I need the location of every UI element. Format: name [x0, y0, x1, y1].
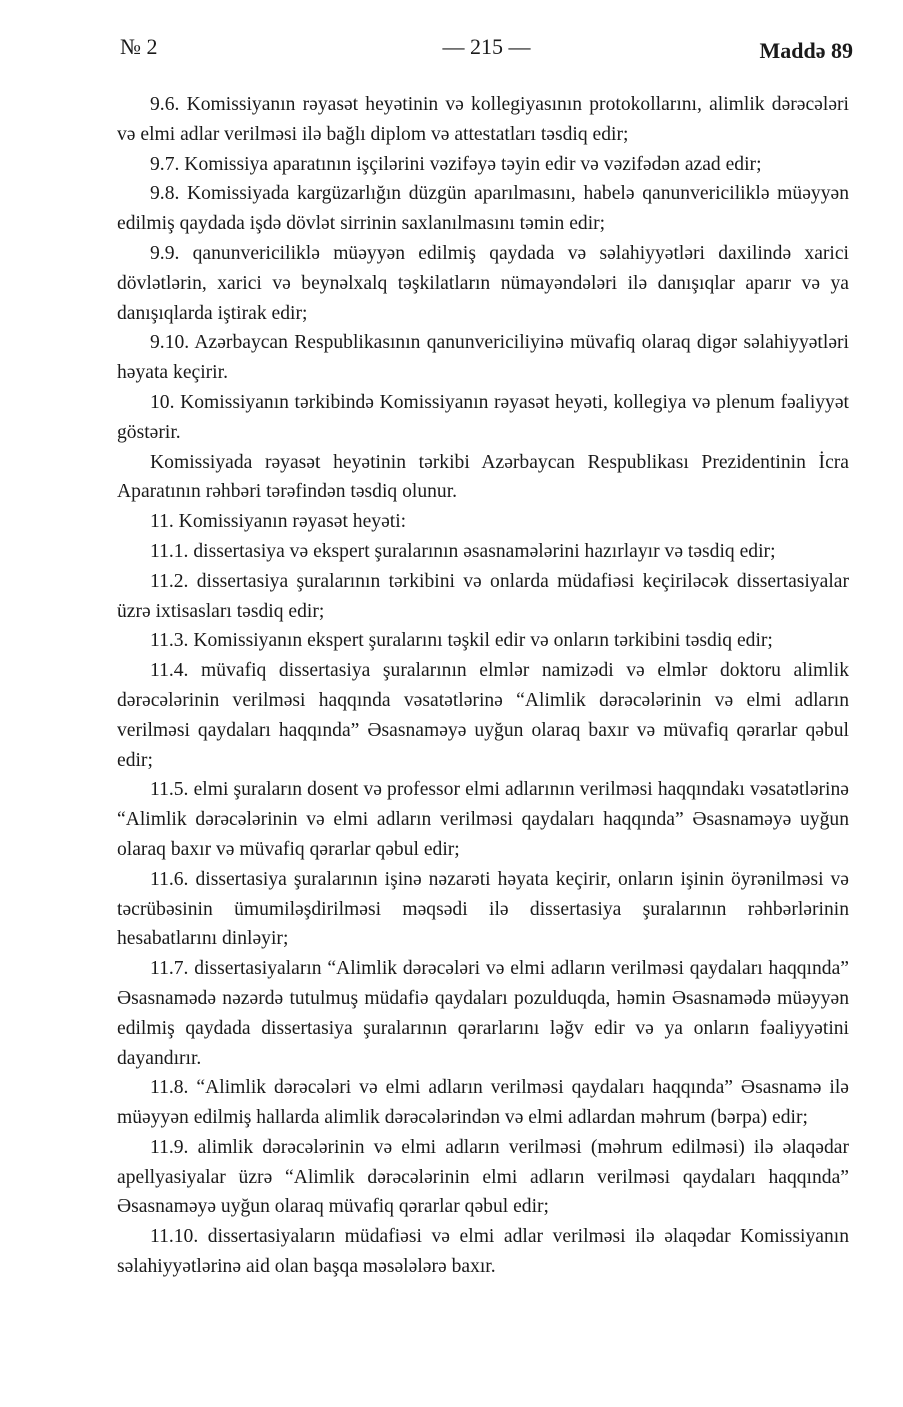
issue-number: № 2 — [120, 34, 158, 59]
paragraph-10: 10. Komissiyanın tərkibində Komissiyanın rəyasət heyəti, kollegiya və plenum fəaliyyət göstərir. — [117, 391, 849, 443]
paragraph-11-8: 11.8. “Alimlik dərəcələri və elmi adların verilməsi qaydaları haqqında” Əsasnamə ilə müəyyən edilmiş hallarda alimlik dərəcələrindən və elmi adlardan məhrum (bərpa) edir; — [117, 1077, 849, 1129]
paragraph-11-1: 11.1. dissertasiya və ekspert şuralarının əsasnamələrini hazırlayır və təsdiq edir; — [150, 540, 776, 562]
page-header — [120, 28, 853, 64]
paragraph-11-6: 11.6. dissertasiya şuralarının işinə nəzarəti həyata keçirir, onların işinin öyrənilməsi və təcrübəsinin ümumiləşdirilməsi məqsədi ilə dissertasiya şuralarının rəhbərlərinin hesabatlarını dinləyir; — [117, 868, 849, 950]
document-body — [117, 90, 849, 1282]
paragraph-10-note: Komissiyada rəyasət heyətinin tərkibi Azərbaycan Respublikası Prezidentinin İcra Aparatının rəhbəri tərəfindən təsdiq olunur. — [117, 451, 849, 503]
paragraph-11: 11. Komissiyanın rəyasət heyəti: — [150, 511, 407, 533]
paragraph-9-7: 9.7. Komissiya aparatının işçilərini vəzifəyə təyin edir və vəzifədən azad edir; — [150, 153, 762, 175]
paragraph-11-9: 11.9. alimlik dərəcələrinin və elmi adların verilməsi (məhrum edilməsi) ilə əlaqədar apellyasiyalar üzrə “Alimlik dərəcələrinin elmi adların verilməsi qaydaları haqqında” Əsasnaməyə uyğun olaraq müvafiq qərarlar qəbul edir; — [117, 1136, 849, 1218]
paragraph-11-2: 11.2. dissertasiya şuralarının tərkibini və onlarda müdafiəsi keçiriləcək dissertasiyalar üzrə ixtisasları təsdiq edir; — [117, 570, 849, 622]
paragraph-9-10: 9.10. Azərbaycan Respublikasının qanunvericiliyinə müvafiq olaraq digər səlahiyyətləri həyata keçirir. — [117, 332, 849, 384]
paragraph-11-7: 11.7. dissertasiyaların “Alimlik dərəcələri və elmi adların verilməsi qaydaları haqqında” Əsasnamədə nəzərdə tutulmuş müdafiə qaydaları pozulduqda, həmin Əsasnamədə müəyyən edilmiş qaydada dissertasiya şuralarının qərarlarını ləğv edir və ya onların fəaliyyətini dayandırır. — [117, 958, 849, 1069]
page-number: — 215 — — [442, 34, 531, 59]
article-label: Maddə 89 — [759, 38, 853, 63]
paragraph-9-6: 9.6. Komissiyanın rəyasət heyətinin və kollegiyasının protokollarını, alimlik dərəcələri və elmi adlar verilməsi ilə bağlı diplom və attestatları təsdiq edir; — [117, 94, 849, 145]
paragraph-9-9: 9.9. qanunvericiliklə müəyyən edilmiş qaydada və səlahiyyətləri daxilində xarici dövlətlərin, xarici və beynəlxalq təşkilatların nümayəndələri ilə danışıqlar aparır və ya danışıqlarda iştirak edir; — [117, 242, 849, 324]
paragraph-11-10: 11.10. dissertasiyaların müdafiəsi və elmi adlar verilməsi ilə əlaqədar Komissiyanın səlahiyyətlərinə aid olan başqa məsələlərə baxır. — [117, 1226, 849, 1278]
paragraph-11-3: 11.3. Komissiyanın ekspert şuralarını təşkil edir və onların tərkibini təsdiq edir; — [150, 630, 773, 652]
paragraph-11-4: 11.4. müvafiq dissertasiya şuralarının elmlər namizədi və elmlər doktoru alimlik dərəcələrinin verilməsi haqqında vəsatətlərinə “Alimlik dərəcələrinin və elmi adların verilməsi qaydaları haqqında” Əsasnaməyə uyğun olaraq baxır və müvafiq qərarlar qəbul edir; — [117, 660, 849, 771]
paragraph-9-8: 9.8. Komissiyada kargüzarlığın düzgün aparılmasını, habelə qanunvericiliklə müəyyən edilmiş qaydada işdə dövlət sirrinin saxlanılmasını təmin edir; — [117, 183, 849, 235]
paragraph-11-5: 11.5. elmi şuraların dosent və professor elmi adlarının verilməsi haqqındakı vəsatətlərinə “Alimlik dərəcələrinin və elmi adların verilməsi qaydaları haqqında” Əsasnaməyə uyğun olaraq baxır və müvafiq qərarlar qəbul edir; — [117, 779, 849, 860]
